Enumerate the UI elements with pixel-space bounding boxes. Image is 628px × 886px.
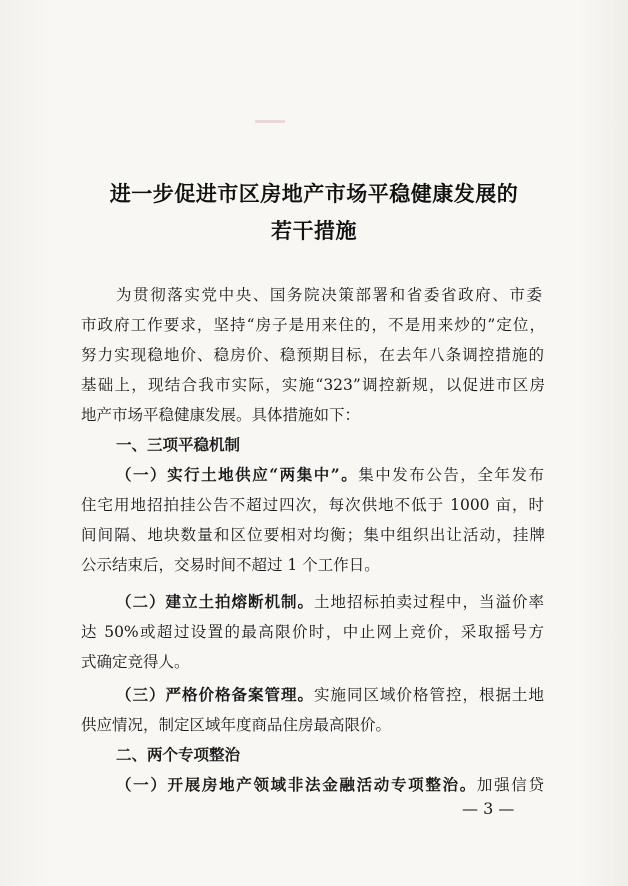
intro-line-2: 市政府工作要求，坚持“房子是用来住的，不是用来炒的”定位， xyxy=(81,316,545,334)
section1-item2-first-line xyxy=(116,590,544,612)
section1-item3-lead: （三）严格价格备案管理。 xyxy=(116,685,314,704)
section2-heading: 二、两个专项整治 xyxy=(116,745,241,764)
intro-line-4: 基础上，现结合我市实际，实施“323”调控新规，以促进市区房 xyxy=(81,376,545,394)
section2-item1-text: 加强信贷 xyxy=(476,776,544,794)
section2-item1-lead: （一）开展房地产领域非法金融活动专项整治。 xyxy=(116,775,477,794)
intro-line-1: 为贯彻落实党中央、国务院决策部署和省委省政府、市委 xyxy=(116,286,542,304)
document-title-line2: 若干措施 xyxy=(271,218,357,243)
section1-item1-line-4: 公示结束后，交易时间不超过 1 个工作日。 xyxy=(81,556,380,574)
section1-item1-first-line xyxy=(116,463,544,485)
section1-item2-text: 土地招标拍卖过程中，当溢价率 xyxy=(314,593,544,611)
document-title-line1: 进一步促进市区房地产市场平稳健康发展的 xyxy=(109,181,519,206)
section1-item3-line-2: 供应情况，制定区域年度商品住房最高限价。 xyxy=(81,716,392,734)
section1-item1-line-2: 住宅用地招拍挂公告不超过四次，每次供地不低于 1000 亩，时 xyxy=(81,496,544,514)
section1-item1-text: 集中发布公告，全年发布 xyxy=(358,466,544,484)
section1-item3-first-line xyxy=(116,683,544,705)
section1-item2-line-2: 达 50%或超过设置的最高限价时，中止网上竞价，采取摇号方 xyxy=(81,623,544,641)
section1-item1-lead: （一）实行土地供应“两集中”。 xyxy=(116,465,359,484)
section1-item2-lead: （二）建立土拍熔断机制。 xyxy=(116,592,314,611)
section1-item2-line-3: 式确定竞得人。 xyxy=(81,653,190,671)
section1-heading: 一、三项平稳机制 xyxy=(116,435,241,454)
intro-line-5: 地产市场平稳健康发展。具体措施如下： xyxy=(81,406,361,424)
section2-item1-first-line xyxy=(116,773,544,795)
section1-item1-line-3: 间间隔、地块数量和区位要相对均衡；集中组织出让活动，挂牌 xyxy=(81,526,545,544)
scan-mark xyxy=(255,120,285,123)
section1-item3-text: 实施同区域价格管控，根据土地 xyxy=(314,686,544,704)
page-number: — 3 — xyxy=(462,799,515,818)
intro-line-3: 努力实现稳地价、稳房价、稳预期目标，在去年八条调控措施的 xyxy=(81,346,544,364)
